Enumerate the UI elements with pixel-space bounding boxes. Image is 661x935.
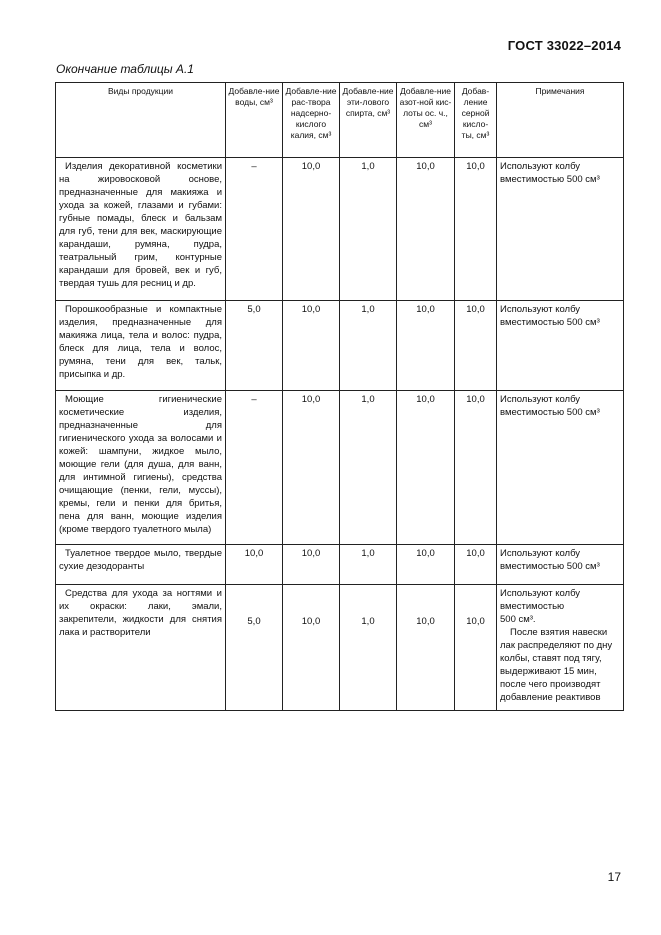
note-line: 500 см³.: [500, 614, 536, 625]
note-line: вместимостью 500 см³: [500, 174, 600, 185]
col-header-ethanol: Добавле-ние эти-лового спирта, см³: [340, 83, 397, 158]
note-line: Используют колбу: [500, 304, 581, 315]
product-cell: Моющие гигиенические косметические изделия, предназначенные для гигиенического ухода за волосами и кожей: шампуни, жидкое мыло, моющие гели (для душа, для ванн, для интимной гигиены), средства очищающие (пенки, гели, муссы), кремы, гели и пенки для бритья, пена для ванн, моющие изделия (кроме твердого туалетного мыла): [56, 391, 226, 545]
sulfuric-acid-cell: 10,0: [455, 585, 497, 711]
note-line: вместимостью 500 см³: [500, 317, 600, 328]
col-header-persulfate: Добавле-ние рас-твора надсерно-кислого калия, см³: [283, 83, 340, 158]
nitric-acid-cell: 10,0: [397, 158, 455, 301]
nitric-acid-cell: 10,0: [397, 301, 455, 391]
sulfuric-acid-cell: 10,0: [455, 158, 497, 301]
ethanol-cell: 1,0: [340, 391, 397, 545]
sulfuric-acid-cell: 10,0: [455, 545, 497, 585]
col-header-sulfuric-acid: Добав-ление серной кисло-ты, см³: [455, 83, 497, 158]
note-line: После взятия навески лак распределяют по дну колбы, ставят под тягу, выдерживают 15 мин, после чего производят добавление реактивов: [500, 627, 613, 703]
product-cell: Изделия декоративной косметики на жировосковой основе, предназначенные для макияжа и ухода за кожей, глазами и губами: губные помады, блеск и бальзам для губ, тени для век, маскирующие карандаши, румяна, пудра, театральный грим, контурные карандаши для бровей, век и губ, твердая тушь для ресниц и др.: [56, 158, 226, 301]
ethanol-cell: 1,0: [340, 158, 397, 301]
persulfate-cell: 10,0: [283, 391, 340, 545]
nitric-acid-cell: 10,0: [397, 391, 455, 545]
ethanol-cell: 1,0: [340, 301, 397, 391]
product-cell: Средства для ухода за ногтями и их окраски: лаки, эмали, закрепители, жидкости для снятия лака и растворители: [56, 585, 226, 711]
note-line: вместимостью 500 см³: [500, 561, 600, 572]
persulfate-cell: 10,0: [283, 301, 340, 391]
table-row: [56, 158, 624, 301]
table-row: [56, 545, 624, 585]
water-cell: –: [226, 158, 283, 301]
water-cell: 5,0: [226, 585, 283, 711]
water-cell: 5,0: [226, 301, 283, 391]
persulfate-cell: 10,0: [283, 585, 340, 711]
table-caption: Окончание таблицы А.1: [56, 62, 194, 76]
table-row: [56, 585, 624, 711]
persulfate-cell: 10,0: [283, 545, 340, 585]
table-row: [56, 391, 624, 545]
page-number: 17: [607, 870, 621, 884]
nitric-acid-cell: 10,0: [397, 585, 455, 711]
nitric-acid-cell: 10,0: [397, 545, 455, 585]
note-line: Используют колбу: [500, 548, 581, 559]
note-line: вместимостью 500 см³: [500, 407, 600, 418]
persulfate-cell: 10,0: [283, 158, 340, 301]
note-cell: [497, 301, 624, 391]
note-cell: [497, 545, 624, 585]
table-header-row: [56, 83, 624, 158]
table-row: [56, 301, 624, 391]
note-line: Используют колбу: [500, 394, 581, 405]
note-line: Используют колбу: [500, 588, 581, 599]
ethanol-cell: 1,0: [340, 585, 397, 711]
sulfuric-acid-cell: 10,0: [455, 391, 497, 545]
reagents-table: [55, 82, 624, 711]
col-header-notes: Примечания: [497, 83, 624, 158]
note-cell: [497, 585, 624, 711]
note-cell: [497, 391, 624, 545]
standard-number: ГОСТ 33022–2014: [507, 38, 621, 53]
col-header-product: Виды продукции: [56, 83, 226, 158]
product-cell: Туалетное твердое мыло, твердые сухие дезодоранты: [56, 545, 226, 585]
ethanol-cell: 1,0: [340, 545, 397, 585]
note-line: Используют колбу: [500, 161, 581, 172]
sulfuric-acid-cell: 10,0: [455, 301, 497, 391]
water-cell: 10,0: [226, 545, 283, 585]
product-cell: Порошкообразные и компактные изделия, предназначенные для макияжа лица, тела и волос: пудра, блеск для лица, тела и волос, румяна, тени для век, тальк, присыпка и др.: [56, 301, 226, 391]
note-cell: [497, 158, 624, 301]
water-cell: –: [226, 391, 283, 545]
col-header-nitric-acid: Добавле-ние азот-ной кис-лоты ос. ч., см³: [397, 83, 455, 158]
col-header-water: Добавле-ние воды, см³: [226, 83, 283, 158]
note-line: вместимостью: [500, 601, 565, 612]
